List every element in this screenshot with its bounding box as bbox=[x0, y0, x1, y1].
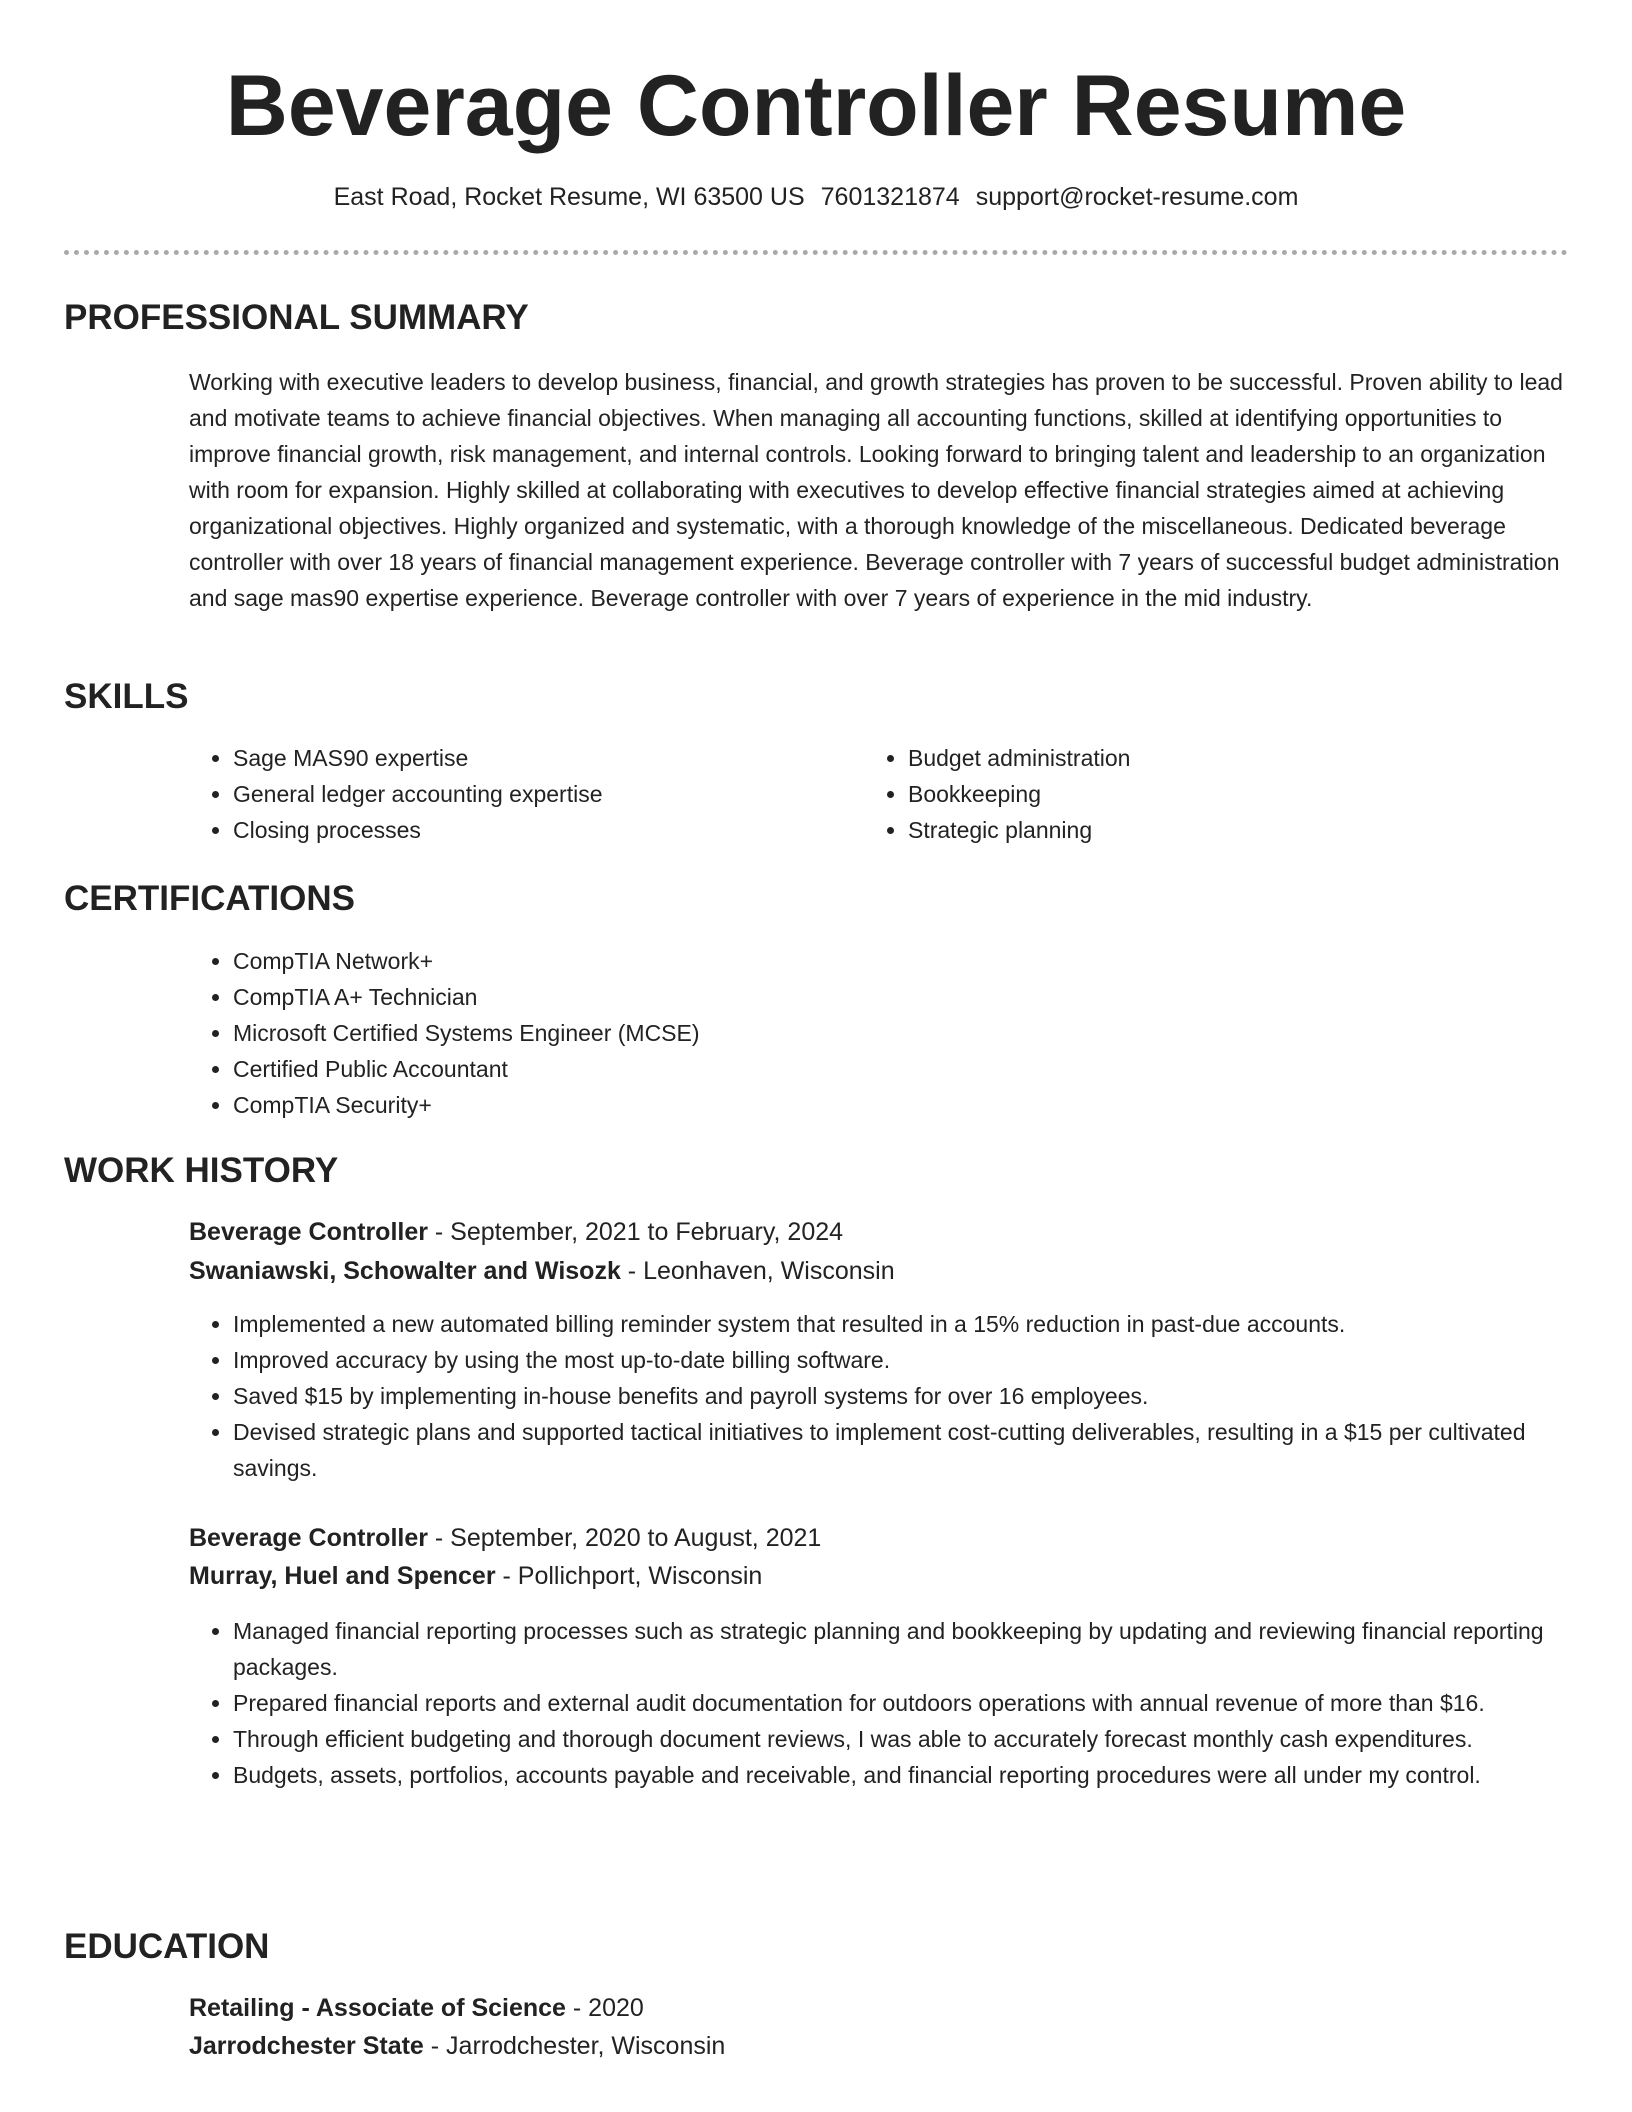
skill-item: • Closing processes bbox=[233, 812, 829, 848]
job-dates: - September, 2020 to August, 2021 bbox=[427, 1524, 822, 1552]
job-1-bullets bbox=[189, 1306, 1564, 1486]
job-title: Beverage Controller bbox=[189, 1218, 428, 1246]
contact-line bbox=[0, 180, 1632, 214]
skills-heading: SKILLS bbox=[64, 677, 189, 716]
certifications-block bbox=[189, 943, 1564, 1123]
job-location: - Pollichport, Wisconsin bbox=[495, 1562, 763, 1590]
education-heading: EDUCATION bbox=[64, 1927, 270, 1966]
summary-heading: PROFESSIONAL SUMMARY bbox=[64, 298, 529, 337]
header-divider bbox=[64, 250, 1568, 255]
job-1-title-line bbox=[189, 1214, 843, 1250]
job-dates: - September, 2021 to February, 2024 bbox=[427, 1218, 844, 1246]
education-degree-line bbox=[189, 1990, 644, 2026]
certifications-list bbox=[189, 943, 1564, 1123]
job-2-bullet-list bbox=[189, 1613, 1564, 1793]
skill-item: • General ledger accounting expertise bbox=[233, 776, 829, 812]
job-1-bullet-list bbox=[189, 1306, 1564, 1486]
job-1-company-line bbox=[189, 1253, 895, 1289]
education-degree: Retailing - Associate of Science bbox=[189, 1994, 566, 2022]
certification-item: • CompTIA Network+ bbox=[233, 943, 1564, 979]
skill-item: • Bookkeeping bbox=[908, 776, 1564, 812]
skills-column-left bbox=[189, 740, 829, 848]
contact-address: East Road, Rocket Resume, WI 63500 US bbox=[333, 183, 805, 211]
job-bullet: • Through efficient budgeting and thorough document reviews, I was able to accurately forecast monthly cash expenditures. bbox=[233, 1721, 1564, 1757]
job-location: - Leonhaven, Wisconsin bbox=[620, 1257, 895, 1285]
resume-title: Beverage Controller Resume bbox=[225, 58, 1407, 154]
job-bullet: • Budgets, assets, portfolios, accounts payable and receivable, and financial reporting procedures were all under my control. bbox=[233, 1757, 1564, 1793]
job-bullet: • Improved accuracy by using the most up-to-date billing software. bbox=[233, 1342, 1564, 1378]
work-history-heading: WORK HISTORY bbox=[64, 1151, 339, 1190]
job-title: Beverage Controller bbox=[189, 1524, 428, 1552]
skills-list-right bbox=[864, 740, 1564, 848]
skill-item: • Strategic planning bbox=[908, 812, 1564, 848]
certifications-heading: CERTIFICATIONS bbox=[64, 879, 356, 918]
job-bullet: • Implemented a new automated billing reminder system that resulted in a 15% reduction in past-due accounts. bbox=[233, 1306, 1564, 1342]
skills-list-left bbox=[189, 740, 829, 848]
education-location: - Jarrodchester, Wisconsin bbox=[423, 2032, 726, 2060]
job-bullet: • Devised strategic plans and supported tactical initiatives to implement cost-cutting deliverables, resulting in a $15 per cultivated savings. bbox=[233, 1414, 1564, 1486]
job-bullet: • Saved $15 by implementing in-house benefits and payroll systems for over 16 employees. bbox=[233, 1378, 1564, 1414]
skill-item: • Sage MAS90 expertise bbox=[233, 740, 829, 776]
job-company: Murray, Huel and Spencer bbox=[189, 1562, 496, 1590]
job-company: Swaniawski, Schowalter and Wisozk bbox=[189, 1257, 621, 1285]
job-2-title-line bbox=[189, 1520, 821, 1556]
summary-text: Working with executive leaders to develop business, financial, and growth strategies has proven to be successful. Proven ability to lead and motivate teams to achieve financial objectives. When managing all accounting functions, skilled at identifying opportunities to improve financial growth, risk management, and internal controls. Looking forward to bringing talent and leadership to an organization with room for expansion. Highly skilled at collaborating with executives to develop effective financial strategies aimed at achieving organizational objectives. Highly organized and systematic, with a thorough knowledge of the miscellaneous. Dedicated beverage controller with over 18 years of financial management experience. Beverage controller with 7 years of successful budget administration and sage mas90 expertise experience. Beverage controller with over 7 years of experience in the mid industry. bbox=[189, 369, 1563, 611]
education-year: - 2020 bbox=[565, 1994, 644, 2022]
education-school: Jarrodchester State bbox=[189, 2032, 424, 2060]
contact-email: support@rocket-resume.com bbox=[975, 183, 1299, 211]
skill-item: • Budget administration bbox=[908, 740, 1564, 776]
education-school-line bbox=[189, 2028, 725, 2064]
certification-item: • Certified Public Accountant bbox=[233, 1051, 1564, 1087]
job-2-bullets bbox=[189, 1613, 1564, 1793]
job-bullet: • Managed financial reporting processes such as strategic planning and bookkeeping by updating and reviewing financial reporting packages. bbox=[233, 1613, 1564, 1685]
certification-item: • CompTIA A+ Technician bbox=[233, 979, 1564, 1015]
skills-column-right bbox=[864, 740, 1564, 848]
certification-item: • Microsoft Certified Systems Engineer (MCSE) bbox=[233, 1015, 1564, 1051]
certification-item: • CompTIA Security+ bbox=[233, 1087, 1564, 1123]
contact-phone: 7601321874 bbox=[820, 183, 960, 211]
job-2-company-line bbox=[189, 1558, 762, 1594]
job-bullet: • Prepared financial reports and external audit documentation for outdoors operations with annual revenue of more than $16. bbox=[233, 1685, 1564, 1721]
